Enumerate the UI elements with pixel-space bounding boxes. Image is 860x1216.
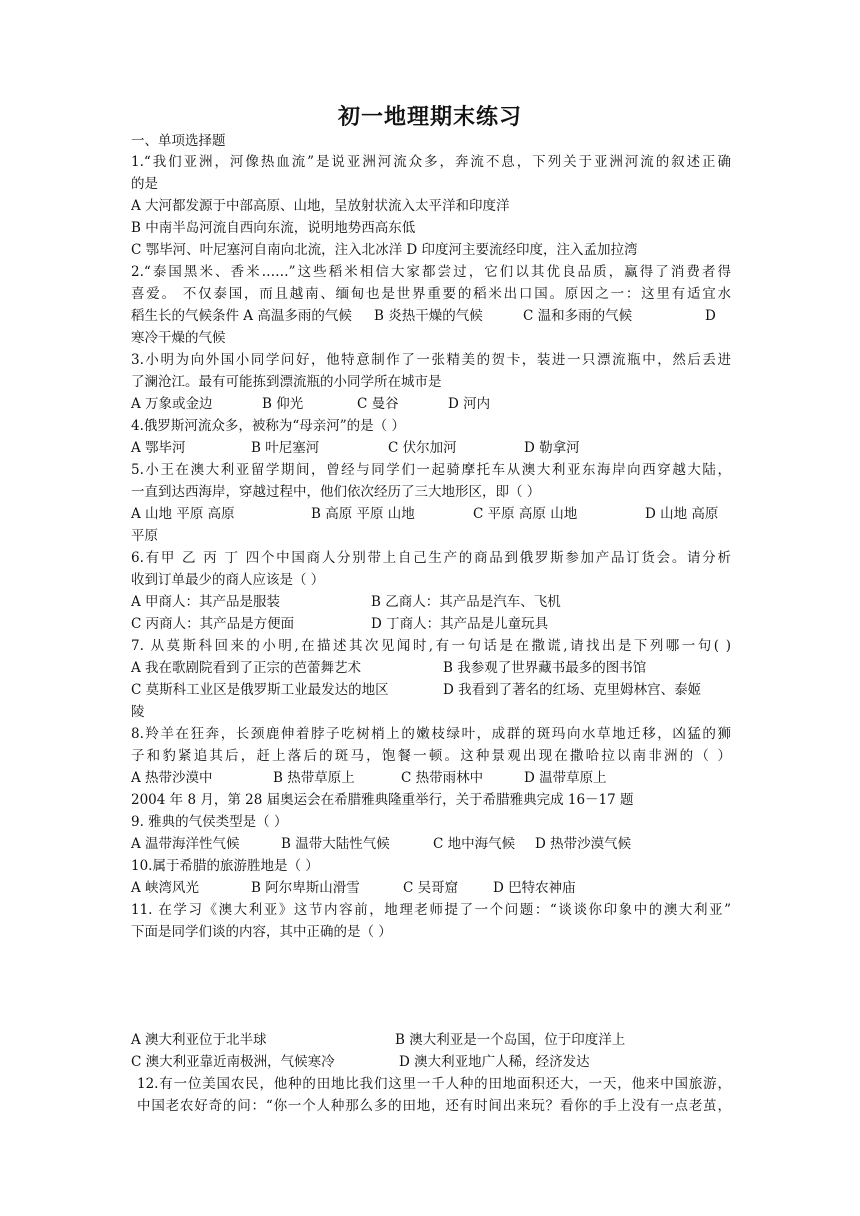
q8-stem-line-2: 子和豹紧追其后，赶上落后的斑马，饱餐一顿。这种景观出现在撒哈拉以南非洲的（ ） <box>131 748 731 764</box>
q9-option-d: D 热带沙漠气候 <box>535 836 632 852</box>
q1-option-cd: C 鄂毕河、叶尼塞河自南向北流，注入北冰洋 D 印度河主要流经印度，注入孟加拉湾 <box>131 242 638 258</box>
q7-option-a: A 我在歌剧院看到了正宗的芭蕾舞艺术 <box>131 660 362 676</box>
q10-stem: 10.属于希腊的旅游胜地是（ ） <box>131 858 319 874</box>
q9-option-c: C 地中海气候 <box>433 836 516 852</box>
q8-stem-line-1: 8.羚羊在狂奔，长颈鹿伸着脖子吃树梢上的嫩枝绿叶，成群的斑玛向水草地迁移，凶猛的狮 <box>131 726 731 742</box>
q4-option-d: D 勒拿河 <box>524 440 580 456</box>
q3-stem-line-1: 3.小明为向外国小同学问好，他特意制作了一张精美的贺卡，装进一只漂流瓶中，然后丢进 <box>131 352 731 368</box>
q9-stem: 9. 雅典的气侯类型是（ ） <box>131 814 288 830</box>
q3-option-c: C 曼谷 <box>357 396 399 412</box>
q4-option-a: A 鄂毕河 <box>131 440 186 456</box>
q12-stem-line-2: 中国老农好奇的问：“你一个人种那么多的田地，还有时间出来玩？看你的手上没有一点老茧， <box>137 1098 731 1114</box>
q11-option-c: C 澳大利亚靠近南极洲，气候寒冷 <box>131 1054 335 1070</box>
section-heading: 一、单项选择题 <box>131 133 226 149</box>
q6-stem-line-2: 收到订单最少的商人应该是（ ） <box>131 572 325 588</box>
q12-stem-line-1: 12.有一位美国农民，他种的田地比我们这里一千人种的田地面积还大，一天，他来中国旅游， <box>137 1076 731 1092</box>
q6-option-b: B 乙商人：其产品是汽车、飞机 <box>371 594 561 610</box>
q2-stem-line-1: 2.“泰国黑米、香米……”这些稻米相信大家都尝过，它们以其优良品质，赢得了消费者得 <box>131 264 731 280</box>
q11-stem-line-2: 下面是同学们谈的内容，其中正确的是（ ） <box>131 924 392 940</box>
q5-stem-line-1: 5.小王在澳大利亚留学期间，曾经与同学们一起骑摩托车从澳大利亚东海岸向西穿越大陆， <box>131 462 731 478</box>
q3-option-d: D 河内 <box>448 396 491 412</box>
q4-option-c: C 伏尔加河 <box>388 440 457 456</box>
q8-options <box>131 768 731 789</box>
page-title: 初一地理期末练习 <box>337 105 522 130</box>
q5-option-b: B 高原 平原 山地 <box>311 506 415 522</box>
q6-option-c: C 丙商人：其产品是方便面 <box>131 616 295 632</box>
q7-option-d-continued: 陵 <box>131 704 145 720</box>
q5-stem-line-2: 一直到达西海岸，穿越过程中，他们依次经历了三大地形区，即（ ） <box>131 484 541 500</box>
q2-option-a: 稻生长的气候条件 A 高温多雨的气候 <box>131 308 352 324</box>
q2-option-b: B 炎热干燥的气候 <box>374 308 483 324</box>
q2-option-c: C 温和多雨的气候 <box>523 308 633 324</box>
q2-option-d: 寒冷干燥的气候 <box>131 330 226 346</box>
q7-options-ab <box>131 658 731 679</box>
q1-option-b: B 中南半岛河流自西向东流，说明地势西高东低 <box>131 220 416 236</box>
q8-option-d: D 温带草原上 <box>524 770 607 786</box>
q11-stem-line-1: 11. 在学习《澳大利亚》这节内容前，地理老师提了一个问题：“谈谈你印象中的澳大利亚” <box>131 902 731 918</box>
q7-option-c: C 莫斯科工业区是俄罗斯工业最发达的地区 <box>131 682 389 698</box>
q7-option-b: B 我参观了世界藏书最多的图书馆 <box>443 660 647 676</box>
q3-option-b: B 仰光 <box>262 396 304 412</box>
q8-option-c: C 热带雨林中 <box>401 770 484 786</box>
q6-stem-line-1: 6.有甲 乙 丙 丁 四个中国商人分别带上自己生产的商品到俄罗斯参加产品订货会。请分析 <box>131 550 731 566</box>
q6-options-ab <box>131 592 731 613</box>
q10-option-c: C 吴哥窟 <box>403 880 459 896</box>
q11-option-b: B 澳大利亚是一个岛国，位于印度洋上 <box>395 1032 626 1048</box>
q10-option-b: B 阿尔卑斯山滑雪 <box>251 880 360 896</box>
q1-stem-line-1: 1.“我们亚洲，河像热血流”是说亚洲河流众多，奔流不息，下列关于亚洲河流的叙述正确 <box>131 154 731 170</box>
q9-options <box>131 834 731 855</box>
q4-options <box>131 438 731 459</box>
q4-option-b: B 叶尼塞河 <box>251 440 320 456</box>
q5-option-a: A 山地 平原 高原 <box>131 506 235 522</box>
q5-option-d: D 山地 高原 <box>645 506 719 522</box>
q11-options-ab <box>131 1030 731 1051</box>
q4-stem: 4.俄罗斯河流众多，被称为“母亲河”的是（ ） <box>131 418 405 434</box>
q3-options <box>131 394 731 415</box>
q10-option-d: D 巴特农神庙 <box>493 880 576 896</box>
q6-option-d: D 丁商人：其产品是儿童玩具 <box>371 616 549 632</box>
q5-option-c: C 平原 高原 山地 <box>473 506 578 522</box>
olympics-intro: 2004 年 8 月，第 28 届奥运会在希腊雅典隆重举行，关于希腊雅典完成 16－17 题 <box>131 792 634 808</box>
q7-option-d: D 我看到了著名的红场、克里姆林宫、泰姬 <box>443 682 702 698</box>
q2-option-d-label: D <box>705 308 716 324</box>
q10-options <box>131 878 731 899</box>
q11-options-cd <box>131 1052 731 1073</box>
q1-option-a: A 大河都发源于中部高原、山地，呈放射状流入太平洋和印度洋 <box>131 198 510 214</box>
q3-option-a: A 万象或金边 <box>131 396 213 412</box>
q10-option-a: A 峡湾风光 <box>131 880 200 896</box>
q5-option-d-continued: 平原 <box>131 528 158 544</box>
q9-option-a: A 温带海洋性气候 <box>131 836 240 852</box>
q11-option-d: D 澳大利亚地广人稀，经济发达 <box>399 1054 590 1070</box>
q5-options <box>131 504 731 525</box>
q8-option-a: A 热带沙漠中 <box>131 770 213 786</box>
q8-option-b: B 热带草原上 <box>273 770 355 786</box>
q2-options-line <box>131 306 731 327</box>
q7-stem: 7. 从莫斯科回来的小明,在描述其次见闻时,有一句话是在撒谎,请找出是下列哪一句( ) <box>131 638 731 654</box>
q11-option-a: A 澳大利亚位于北半球 <box>131 1032 267 1048</box>
q6-options-cd <box>131 614 731 635</box>
q2-stem-line-2: 喜爱。 不仅泰国，而且越南、缅甸也是世界重要的稻米出口国。原因之一：这里有适宜水 <box>131 286 731 302</box>
q1-stem-line-2: 的是 <box>131 176 158 192</box>
q7-options-cd <box>131 680 731 701</box>
q9-option-b: B 温带大陆性气候 <box>281 836 390 852</box>
q6-option-a: A 甲商人：其产品是服装 <box>131 594 281 610</box>
q3-stem-line-2: 了澜沧江。最有可能拣到漂流瓶的小同学所在城市是 <box>131 374 442 390</box>
